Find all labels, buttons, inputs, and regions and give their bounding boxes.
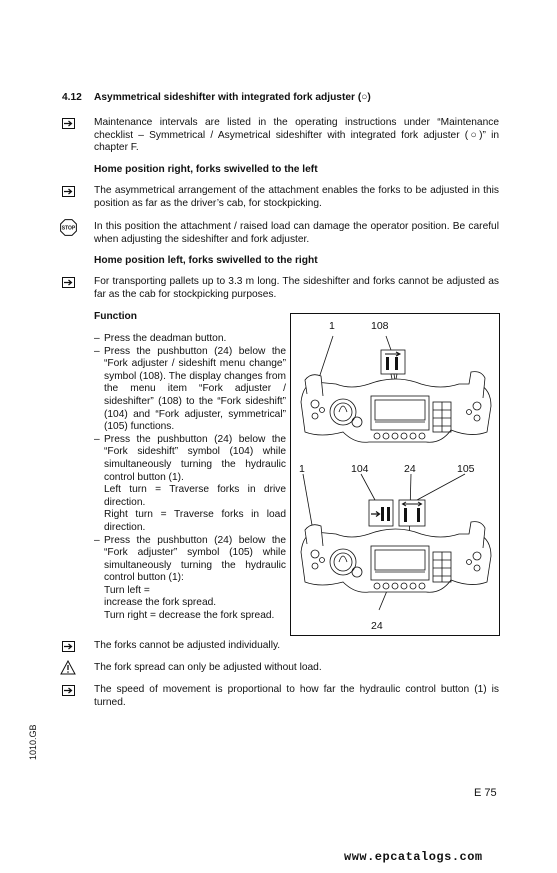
- list-item: – Press the pushbutton (24) below the “Fork adjuster” symbol (105) while simultaneously turning the hydraulic control button (1): Turn left = increase the fork spread. Turn right = decrease the fork spread.: [94, 534, 286, 622]
- arrow-right-icon: [62, 685, 75, 696]
- note-without-load: The fork spread can only be adjusted without load.: [94, 662, 322, 673]
- callout-104: 104: [351, 463, 369, 475]
- callout-1-bottom: 1: [299, 463, 305, 475]
- svg-text:STOP: STOP: [61, 225, 76, 232]
- control-panel-figure: [290, 313, 500, 636]
- arrow-right-icon: [62, 118, 75, 129]
- callout-1-top: 1: [329, 320, 335, 332]
- side-code: 1010.GB: [28, 724, 38, 760]
- function-list: [94, 333, 286, 623]
- home-right-heading: Home position right, forks swivelled to the left: [94, 164, 318, 175]
- function-heading: Function: [94, 311, 138, 322]
- home-left-note: For transporting pallets up to 3.3 m long. The sideshifter and forks cannot be adjusted as far as the cab for stockpicking purposes.: [94, 276, 499, 300]
- section-title: Asymmetrical sideshifter with integrated fork adjuster (○): [94, 92, 371, 103]
- list-item: – Press the pushbutton (24) below the “Fork adjuster / sideshift menu change” symbol (108). The display changes from the menu item “Fork adjuster / sideshifter” (108) to the “Fork sideshift” (104) and “Fork adjuster, symmetrical” (105) functions.: [94, 345, 286, 433]
- intro-text: Maintenance intervals are listed in the operating instructions under “Maintenance checklist – Symmetrical / Asymetrical sideshifter with integrated fork adjuster (○)” in chapter F.: [94, 117, 499, 154]
- arrow-right-icon: [62, 277, 75, 288]
- page-number: E 75: [474, 787, 497, 799]
- note-individual: The forks cannot be adjusted individually.: [94, 640, 281, 651]
- arrow-right-icon: [62, 641, 75, 652]
- note-speed: The speed of movement is proportional to how far the hydraulic control button (1) is turned.: [94, 684, 499, 708]
- warning-triangle-icon: [60, 660, 76, 675]
- callout-108: 108: [371, 320, 389, 332]
- list-item: – Press the pushbutton (24) below the “Fork sideshift” symbol (104) while simultaneously turning the hydraulic control button (1). Left turn = Traverse forks in drive direction. Right turn = Traverse forks in load direction.: [94, 433, 286, 533]
- website-watermark: www.epcatalogs.com: [344, 850, 483, 864]
- arrow-right-icon: [62, 186, 75, 197]
- list-item: – Press the deadman button.: [94, 333, 227, 344]
- home-left-heading: Home position left, forks swivelled to the right: [94, 255, 318, 266]
- section-number: 4.12: [62, 92, 82, 103]
- callout-24-bottom: 24: [371, 620, 383, 632]
- stop-sign-icon: [60, 219, 77, 236]
- home-right-warning: In this position the attachment / raised load can damage the operator position. Be careful when adjusting the sideshifter and fork adjuster.: [94, 221, 499, 245]
- callout-105: 105: [457, 463, 475, 475]
- home-right-note: The asymmetrical arrangement of the attachment enables the forks to be adjusted in this position as far as the driver’s cab, for stockpicking.: [94, 185, 499, 209]
- callout-24-top: 24: [404, 463, 416, 475]
